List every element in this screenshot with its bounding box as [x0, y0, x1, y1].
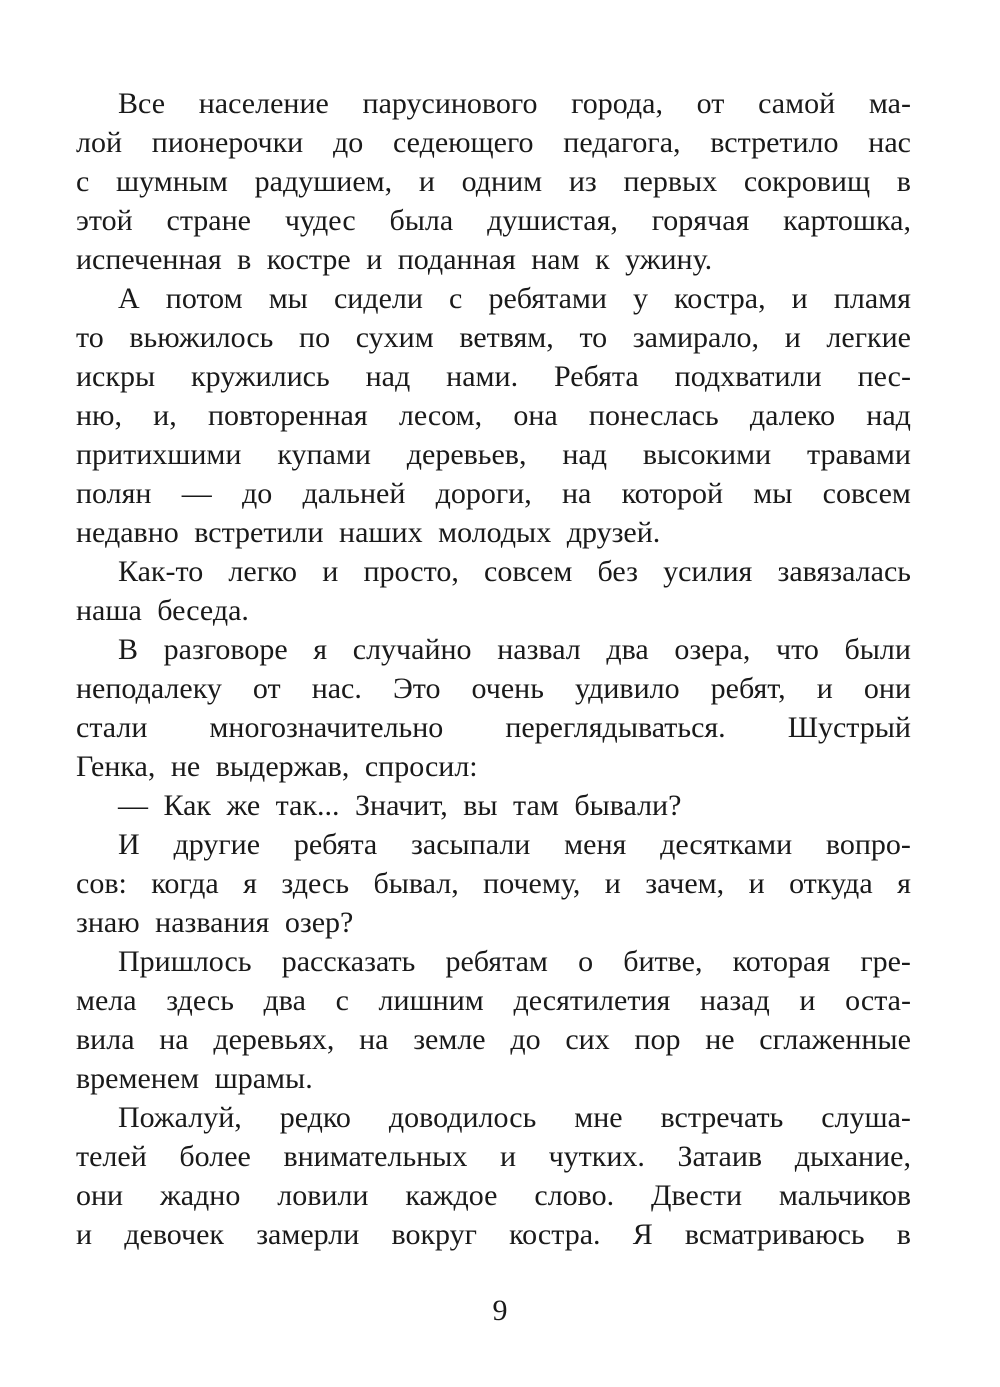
word: население: [198, 87, 329, 120]
word: бывал,: [373, 867, 459, 900]
word: ребята: [293, 828, 378, 861]
word: до: [510, 1023, 541, 1056]
word: одним: [461, 165, 543, 198]
word: с: [335, 984, 349, 1017]
word: ню,: [76, 399, 122, 432]
text-line: [76, 903, 911, 942]
text-line: [76, 747, 911, 786]
word: самой: [758, 87, 836, 120]
word: И: [118, 828, 140, 861]
word: высокими: [642, 438, 772, 471]
word: в: [896, 165, 911, 198]
word: два: [263, 984, 306, 1017]
text-line: [76, 552, 911, 591]
text-line: [76, 708, 911, 747]
word: шумным: [116, 165, 228, 198]
word: пор: [634, 1023, 681, 1056]
word: которой: [621, 477, 724, 510]
word: ловили: [277, 1179, 369, 1212]
word: очень: [471, 672, 544, 705]
word: то: [579, 321, 608, 354]
word: сокровищ: [743, 165, 871, 198]
word: парусинового: [362, 87, 538, 120]
word: в: [896, 1218, 911, 1251]
word: ребятам: [445, 945, 548, 978]
word: разговоре: [163, 633, 288, 666]
word: стране: [166, 204, 251, 237]
word: мальчиков: [778, 1179, 911, 1212]
word: сглаженные: [759, 1023, 911, 1056]
word: вопро-: [825, 828, 911, 861]
word: засыпали: [411, 828, 531, 861]
word: я: [897, 867, 911, 900]
word: мне: [574, 1101, 623, 1134]
word: чутких.: [548, 1140, 645, 1173]
text-line: [76, 669, 911, 708]
word: сих: [565, 1023, 610, 1056]
word: деревьев,: [406, 438, 527, 471]
word: здесь: [166, 984, 234, 1017]
word: подхватили: [674, 360, 822, 393]
word: Двести: [651, 1179, 743, 1212]
text-line: [76, 240, 911, 279]
word: когда: [151, 867, 219, 900]
word: стали: [76, 711, 148, 744]
word: другие: [173, 828, 261, 861]
word: два: [606, 633, 649, 666]
word: Как-то: [118, 555, 204, 588]
word: и: [799, 984, 816, 1017]
text-line: [76, 630, 911, 669]
word: у: [633, 282, 649, 315]
word: случайно: [352, 633, 472, 666]
text-line: [76, 162, 911, 201]
word: завязалась: [777, 555, 911, 588]
word: удивило: [574, 672, 680, 705]
word: слово.: [534, 1179, 615, 1212]
word: города,: [571, 87, 663, 120]
word: пионерочки: [151, 126, 304, 159]
text-line: [76, 1020, 911, 1059]
word: озера,: [674, 633, 751, 666]
word: и: [322, 555, 339, 588]
text-line: [76, 1098, 911, 1137]
word: встретило: [710, 126, 839, 159]
word: она: [513, 399, 558, 432]
word: ветвям,: [459, 321, 554, 354]
text-line: [76, 825, 911, 864]
word: вокруг: [391, 1218, 477, 1251]
word: лой: [76, 126, 123, 159]
text-line: [76, 1059, 911, 1098]
word: мы: [268, 282, 308, 315]
word: нами.: [446, 360, 519, 393]
word: жадно: [160, 1179, 241, 1212]
word: по: [299, 321, 331, 354]
word: на: [359, 1023, 389, 1056]
word: и: [604, 867, 621, 900]
word: внимательных: [283, 1140, 468, 1173]
word: и: [816, 672, 833, 705]
text-line: [76, 201, 911, 240]
page-number: 9: [492, 1294, 508, 1327]
word: битве,: [623, 945, 703, 978]
text-line: [76, 318, 911, 357]
word: встречать: [660, 1101, 784, 1134]
word: меня: [564, 828, 627, 861]
word: из: [568, 165, 597, 198]
word: над: [365, 360, 411, 393]
word: легко: [228, 555, 298, 588]
word: дороги,: [435, 477, 532, 510]
word: вила: [76, 1023, 135, 1056]
word: костра.: [509, 1218, 601, 1251]
word: —: [181, 477, 212, 510]
word: я: [243, 867, 257, 900]
word: совсем: [822, 477, 911, 510]
word: душистая,: [487, 204, 618, 237]
word: Пожалуй,: [118, 1101, 242, 1134]
word: каждое: [405, 1179, 498, 1212]
word: над: [866, 399, 911, 432]
word: Шустрый: [787, 711, 911, 744]
word: оста-: [845, 984, 911, 1017]
word: всматриваюсь: [684, 1218, 865, 1251]
word: нас: [868, 126, 911, 159]
word: откуда: [789, 867, 873, 900]
word: сухим: [355, 321, 434, 354]
word: первых: [623, 165, 718, 198]
text-line: [76, 279, 911, 318]
word: рассказать: [281, 945, 416, 978]
word: ребятами: [488, 282, 607, 315]
word: и: [748, 867, 765, 900]
word: понеслась: [588, 399, 719, 432]
text-line: [76, 864, 911, 903]
word: и: [791, 282, 808, 315]
word: над: [562, 438, 607, 471]
word: полян: [76, 477, 152, 510]
line-text: наша беседа.: [76, 594, 249, 627]
word: и,: [153, 399, 177, 432]
word: и: [784, 321, 801, 354]
word: до: [241, 477, 273, 510]
word: дальней: [302, 477, 406, 510]
word: десятками: [660, 828, 793, 861]
word: Все: [118, 87, 166, 120]
word: сидели: [333, 282, 423, 315]
word: более: [179, 1140, 251, 1173]
line-text: знаю названия озер?: [76, 906, 354, 939]
text-line: [76, 942, 911, 981]
word: деревьях,: [213, 1023, 335, 1056]
word: переглядываться.: [505, 711, 726, 744]
word: потом: [165, 282, 243, 315]
body-text: [76, 84, 911, 1254]
word: десятилетия: [513, 984, 671, 1017]
word: которая: [732, 945, 831, 978]
word: доводилось: [388, 1101, 537, 1134]
word: гре-: [860, 945, 911, 978]
word: до: [332, 126, 364, 159]
word: костра,: [674, 282, 766, 315]
word: они: [76, 1179, 124, 1212]
text-line: [76, 1137, 911, 1176]
word: и: [76, 1218, 93, 1251]
line-text: недавно встретили наших молодых друзей.: [76, 516, 661, 549]
word: ребят,: [710, 672, 786, 705]
word: на: [561, 477, 592, 510]
word: здесь: [281, 867, 350, 900]
word: многозначительно: [209, 711, 444, 744]
line-text: Генка, не выдержав, спросил:: [76, 750, 478, 783]
word: Ребята: [554, 360, 639, 393]
word: от: [252, 672, 281, 705]
word: назад: [699, 984, 770, 1017]
word: земле: [413, 1023, 486, 1056]
word: совсем: [484, 555, 573, 588]
word: телей: [76, 1140, 147, 1173]
word: почему,: [483, 867, 581, 900]
word: о: [578, 945, 594, 978]
word: слуша-: [821, 1101, 911, 1134]
word: девочек: [124, 1218, 224, 1251]
text-line: [76, 981, 911, 1020]
word: неподалеку: [76, 672, 222, 705]
word: дыхание,: [794, 1140, 911, 1173]
word: просто,: [363, 555, 459, 588]
word: и: [499, 1140, 516, 1173]
word: педагога,: [563, 126, 681, 159]
word: лишним: [378, 984, 484, 1017]
word: чудес: [284, 204, 356, 237]
word: купами: [277, 438, 371, 471]
word: замирало,: [632, 321, 760, 354]
word: и: [418, 165, 435, 198]
word: с: [76, 165, 90, 198]
word: назвал: [497, 633, 581, 666]
word: пламя: [833, 282, 911, 315]
word: Пришлось: [118, 945, 252, 978]
word: радушием,: [254, 165, 393, 198]
word: усилия: [663, 555, 753, 588]
word: были: [844, 633, 911, 666]
word: не: [705, 1023, 735, 1056]
word: повторенная: [207, 399, 368, 432]
text-line: [76, 1215, 911, 1254]
word: мы: [753, 477, 793, 510]
word: от: [696, 87, 725, 120]
word: нас.: [311, 672, 362, 705]
word: Я: [632, 1218, 653, 1251]
text-line: [76, 1176, 911, 1215]
word: была: [389, 204, 454, 237]
text-line: [76, 435, 911, 474]
text-line: [76, 123, 911, 162]
word: притихшими: [76, 438, 242, 471]
text-line: [76, 357, 911, 396]
text-line: [76, 396, 911, 435]
word: замерли: [256, 1218, 360, 1251]
word: травами: [807, 438, 911, 471]
word: картошка,: [783, 204, 911, 237]
word: В: [118, 633, 139, 666]
text-line: [76, 474, 911, 513]
word: я: [313, 633, 328, 666]
word: легкие: [826, 321, 911, 354]
word: Это: [392, 672, 441, 705]
word: этой: [76, 204, 133, 237]
word: Затаив: [677, 1140, 763, 1173]
word: зачем,: [645, 867, 725, 900]
word: сов:: [76, 867, 127, 900]
line-text: испеченная в костре и поданная нам к ужину.: [76, 243, 713, 276]
word: без: [597, 555, 638, 588]
word: горячая: [651, 204, 750, 237]
word: редко: [279, 1101, 351, 1134]
word: пес-: [857, 360, 911, 393]
word: вьюжилось: [129, 321, 274, 354]
line-text: временем шрамы.: [76, 1062, 313, 1095]
line-text: — Как же так... Значит, вы там бывали?: [118, 789, 682, 822]
word: что: [776, 633, 819, 666]
word: они: [863, 672, 911, 705]
word: с: [449, 282, 463, 315]
text-line: [76, 591, 911, 630]
word: кружились: [191, 360, 330, 393]
word: искры: [76, 360, 156, 393]
text-line: [76, 84, 911, 123]
text-line: [76, 786, 911, 825]
word: ма-: [868, 87, 911, 120]
text-line: [76, 513, 911, 552]
word: то: [76, 321, 104, 354]
word: лесом,: [398, 399, 483, 432]
word: на: [159, 1023, 189, 1056]
word: седеющего: [392, 126, 534, 159]
word: мела: [76, 984, 137, 1017]
word: А: [118, 282, 140, 315]
word: далеко: [749, 399, 836, 432]
